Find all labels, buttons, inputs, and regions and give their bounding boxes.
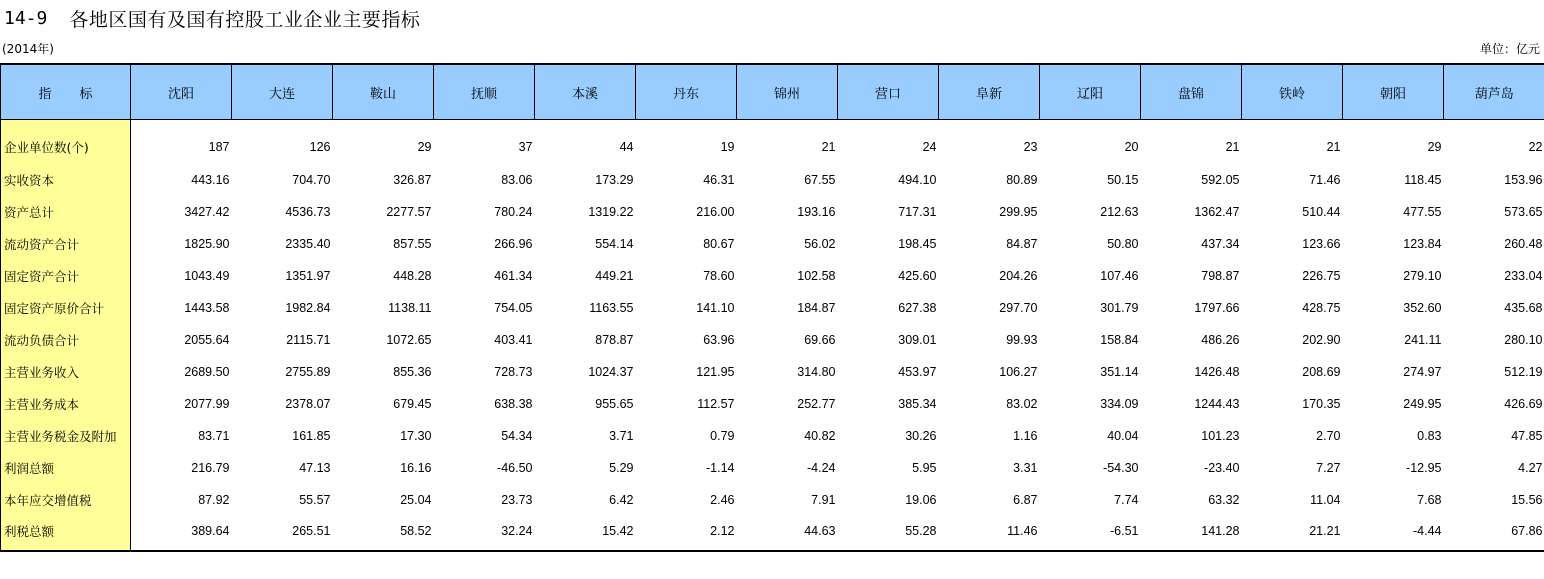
table-cell: 704.70 bbox=[292, 173, 331, 187]
table-cell: 260.48 bbox=[1504, 237, 1543, 251]
table-cell: 4536.73 bbox=[285, 205, 331, 219]
table-cell: 87.92 bbox=[198, 493, 230, 507]
table-cell: 198.45 bbox=[898, 237, 937, 251]
table-cell: 11.46 bbox=[939, 516, 1040, 551]
table-row bbox=[1, 260, 1544, 292]
row-label: 本年应交增值税 bbox=[1, 484, 131, 516]
table-cell: 161.85 bbox=[292, 429, 331, 443]
table-cell: 55.57 bbox=[299, 493, 331, 507]
year-note: (2014年) bbox=[2, 42, 54, 56]
table-cell: 6.87 bbox=[1013, 493, 1038, 507]
header-corner-label: 指 标 bbox=[1, 64, 131, 120]
table-cell: 216.79 bbox=[191, 461, 230, 475]
table-cell: 118.45 bbox=[1404, 173, 1442, 187]
column-header-city: 抚顺 bbox=[434, 64, 535, 120]
table-cell: 1163.55 bbox=[589, 301, 634, 315]
table-cell: 326.87 bbox=[393, 173, 432, 187]
table-title bbox=[4, 4, 420, 32]
table-cell: 512.19 bbox=[1504, 365, 1543, 379]
table-row bbox=[1, 356, 1544, 388]
table-cell: 21 bbox=[1326, 140, 1341, 154]
table-cell: 19 bbox=[720, 140, 735, 154]
table-cell: 101.23 bbox=[1201, 429, 1240, 443]
table-cell: 1982.84 bbox=[285, 301, 331, 315]
table-cell: 141.10 bbox=[696, 301, 735, 315]
table-cell: 3.71 bbox=[609, 429, 634, 443]
table-cell: 11.04 bbox=[1310, 493, 1341, 507]
table-header-row bbox=[1, 64, 1544, 120]
table-cell: 80.67 bbox=[703, 237, 735, 251]
table-cell: 216.00 bbox=[696, 205, 735, 219]
table-cell: 123.66 bbox=[1302, 237, 1341, 251]
table-cell: 403.41 bbox=[494, 333, 533, 347]
table-cell: 389.64 bbox=[131, 516, 232, 551]
table-cell: 173.29 bbox=[595, 173, 634, 187]
table-cell: 1043.49 bbox=[184, 269, 230, 283]
table-cell: 123.84 bbox=[1403, 237, 1442, 251]
column-header-city: 大连 bbox=[232, 64, 333, 120]
table-cell: 5.95 bbox=[912, 461, 937, 475]
row-label: 固定资产原价合计 bbox=[1, 292, 131, 324]
table-row bbox=[1, 484, 1544, 516]
table-cell: 21 bbox=[1225, 140, 1240, 154]
table-cell: 573.65 bbox=[1504, 205, 1543, 219]
table-cell: 112.57 bbox=[697, 397, 735, 411]
table-cell: 0.83 bbox=[1417, 429, 1442, 443]
table-cell: -1.14 bbox=[706, 461, 735, 475]
column-header-city: 辽阳 bbox=[1040, 64, 1141, 120]
row-label: 实收资本 bbox=[1, 164, 131, 196]
table-cell: 1.16 bbox=[1013, 429, 1038, 443]
table-cell: 233.04 bbox=[1504, 269, 1543, 283]
table-cell: 1244.43 bbox=[1194, 397, 1240, 411]
table-cell: 80.89 bbox=[1006, 173, 1038, 187]
table-cell: 23.73 bbox=[501, 493, 533, 507]
table-cell: 728.73 bbox=[494, 365, 533, 379]
table-cell: 627.38 bbox=[898, 301, 937, 315]
column-header-city: 营口 bbox=[838, 64, 939, 120]
table-cell: 2115.71 bbox=[286, 333, 331, 347]
unit-note: 单位：亿元 bbox=[1479, 42, 1540, 56]
table-cell: -12.95 bbox=[1406, 461, 1442, 475]
table-cell: 299.95 bbox=[999, 205, 1038, 219]
table-cell: 297.70 bbox=[999, 301, 1038, 315]
table-cell: 266.96 bbox=[494, 237, 533, 251]
table-number: 14-9 bbox=[4, 7, 48, 29]
table-cell: 126 bbox=[309, 140, 331, 154]
table-cell: 7.91 bbox=[811, 493, 836, 507]
column-header-city: 锦州 bbox=[737, 64, 838, 120]
column-header-city: 朝阳 bbox=[1343, 64, 1444, 120]
table-cell: 754.05 bbox=[494, 301, 533, 315]
table-cell: 84.87 bbox=[1006, 237, 1038, 251]
table-cell: -46.50 bbox=[497, 461, 533, 475]
table-cell: 58.52 bbox=[333, 516, 434, 551]
column-header-city: 丹东 bbox=[636, 64, 737, 120]
table-cell: 855.36 bbox=[393, 365, 432, 379]
table-cell: 40.82 bbox=[804, 429, 836, 443]
table-cell: -4.44 bbox=[1343, 516, 1444, 551]
table-row bbox=[1, 388, 1544, 420]
row-label: 企业单位数(个) bbox=[1, 120, 131, 165]
table-cell: 1797.66 bbox=[1194, 301, 1240, 315]
table-cell: 3427.42 bbox=[184, 205, 230, 219]
table-row bbox=[1, 452, 1544, 484]
table-cell: 47.85 bbox=[1511, 429, 1543, 443]
table-row bbox=[1, 196, 1544, 228]
table-cell: 204.26 bbox=[999, 269, 1038, 283]
table-cell: 554.14 bbox=[595, 237, 634, 251]
table-cell: 30.26 bbox=[905, 429, 937, 443]
table-cell: 184.87 bbox=[797, 301, 836, 315]
table-cell: 15.56 bbox=[1511, 493, 1543, 507]
row-label: 主营业务收入 bbox=[1, 356, 131, 388]
table-cell: 1319.22 bbox=[588, 205, 634, 219]
table-cell: 1825.90 bbox=[184, 237, 230, 251]
table-cell: 50.80 bbox=[1107, 237, 1139, 251]
table-row bbox=[1, 228, 1544, 260]
table-cell: 55.28 bbox=[838, 516, 939, 551]
table-cell: 477.55 bbox=[1403, 205, 1442, 219]
table-row bbox=[1, 420, 1544, 452]
indicator-table bbox=[0, 63, 1544, 552]
table-cell: 44.63 bbox=[737, 516, 838, 551]
table-cell: 2055.64 bbox=[184, 333, 230, 347]
table-cell: 955.65 bbox=[595, 397, 634, 411]
table-cell: 638.38 bbox=[494, 397, 533, 411]
table-cell: 102.58 bbox=[797, 269, 836, 283]
table-cell: 780.24 bbox=[494, 205, 533, 219]
row-label: 固定资产合计 bbox=[1, 260, 131, 292]
table-cell: 334.09 bbox=[1100, 397, 1139, 411]
table-cell: 1138.11 bbox=[388, 301, 432, 315]
table-cell: 40.04 bbox=[1107, 429, 1139, 443]
table-cell: 187 bbox=[208, 140, 230, 154]
table-cell: 78.60 bbox=[703, 269, 735, 283]
table-cell: 309.01 bbox=[898, 333, 937, 347]
table-cell: 56.02 bbox=[804, 237, 836, 251]
table-cell: 279.10 bbox=[1403, 269, 1442, 283]
table-cell: 29 bbox=[1427, 140, 1442, 154]
table-cell: 1362.47 bbox=[1194, 205, 1240, 219]
table-cell: 2689.50 bbox=[184, 365, 230, 379]
table-cell: 351.14 bbox=[1100, 365, 1139, 379]
column-header-city: 鞍山 bbox=[333, 64, 434, 120]
table-cell: 2.46 bbox=[710, 493, 735, 507]
column-header-city: 本溪 bbox=[535, 64, 636, 120]
table-cell: 2.70 bbox=[1316, 429, 1341, 443]
table-cell: 249.95 bbox=[1403, 397, 1442, 411]
table-cell: 15.42 bbox=[535, 516, 636, 551]
column-header-city: 沈阳 bbox=[131, 64, 232, 120]
table-cell: 50.15 bbox=[1107, 173, 1139, 187]
table-cell: 21 bbox=[821, 140, 836, 154]
table-cell: 428.75 bbox=[1302, 301, 1341, 315]
table-cell: 2335.40 bbox=[285, 237, 331, 251]
table-cell: -6.51 bbox=[1040, 516, 1141, 551]
table-cell: -4.24 bbox=[807, 461, 836, 475]
table-cell: -23.40 bbox=[1204, 461, 1240, 475]
row-label: 流动资产合计 bbox=[1, 228, 131, 260]
row-label: 主营业务成本 bbox=[1, 388, 131, 420]
table-cell: 443.16 bbox=[191, 173, 230, 187]
table-cell: 20 bbox=[1124, 140, 1139, 154]
table-row bbox=[1, 516, 1544, 551]
table-cell: 208.69 bbox=[1302, 365, 1341, 379]
table-cell: 37 bbox=[518, 140, 533, 154]
table-cell: 314.80 bbox=[797, 365, 836, 379]
table-cell: 107.46 bbox=[1100, 269, 1139, 283]
table-cell: 67.55 bbox=[804, 173, 836, 187]
table-cell: 301.79 bbox=[1100, 301, 1139, 315]
table-cell: 352.60 bbox=[1403, 301, 1442, 315]
table-cell: 679.45 bbox=[393, 397, 432, 411]
table-cell: 24 bbox=[922, 140, 937, 154]
table-cell: 193.16 bbox=[797, 205, 836, 219]
table-cell: 44 bbox=[619, 140, 634, 154]
table-cell: 19.06 bbox=[905, 493, 937, 507]
table-cell: 453.97 bbox=[898, 365, 937, 379]
column-header-city: 葫芦岛 bbox=[1444, 64, 1544, 120]
table-cell: 121.95 bbox=[696, 365, 735, 379]
table-cell: 385.34 bbox=[898, 397, 937, 411]
table-cell: 437.34 bbox=[1201, 237, 1240, 251]
table-cell: 252.77 bbox=[797, 397, 836, 411]
column-header-city: 阜新 bbox=[939, 64, 1040, 120]
column-header-city: 盘锦 bbox=[1141, 64, 1242, 120]
table-cell: 425.60 bbox=[898, 269, 937, 283]
table-cell: 7.74 bbox=[1114, 493, 1139, 507]
table-cell: 1443.58 bbox=[184, 301, 230, 315]
table-cell: 1072.65 bbox=[386, 333, 432, 347]
table-cell: 22 bbox=[1528, 140, 1543, 154]
row-label: 资产总计 bbox=[1, 196, 131, 228]
table-cell: 857.55 bbox=[393, 237, 432, 251]
table-cell: 449.21 bbox=[595, 269, 634, 283]
table-cell: 717.31 bbox=[898, 205, 937, 219]
table-cell: 486.26 bbox=[1201, 333, 1240, 347]
table-cell: 63.96 bbox=[703, 333, 735, 347]
row-label: 主营业务税金及附加 bbox=[1, 420, 131, 452]
table-cell: 0.79 bbox=[710, 429, 735, 443]
table-cell: 1024.37 bbox=[588, 365, 634, 379]
table-cell: 153.96 bbox=[1504, 173, 1543, 187]
table-cell: 7.68 bbox=[1417, 493, 1442, 507]
table-cell: 32.24 bbox=[434, 516, 535, 551]
row-label: 利税总额 bbox=[1, 516, 131, 551]
table-row bbox=[1, 324, 1544, 356]
table-cell: 1351.97 bbox=[285, 269, 331, 283]
table-cell: 5.29 bbox=[609, 461, 634, 475]
table-cell: -54.30 bbox=[1103, 461, 1139, 475]
table-title-text: 各地区国有及国有控股工业企业主要指标 bbox=[69, 8, 421, 31]
table-cell: 69.66 bbox=[804, 333, 836, 347]
table-cell: 16.16 bbox=[400, 461, 432, 475]
table-cell: 4.27 bbox=[1518, 461, 1543, 475]
table-cell: 7.27 bbox=[1316, 461, 1341, 475]
table-cell: 54.34 bbox=[501, 429, 533, 443]
table-cell: 170.35 bbox=[1302, 397, 1341, 411]
table-cell: 2378.07 bbox=[285, 397, 331, 411]
table-cell: 63.32 bbox=[1208, 493, 1240, 507]
table-cell: 71.46 bbox=[1309, 173, 1341, 187]
table-cell: 2755.89 bbox=[285, 365, 331, 379]
table-cell: 2.12 bbox=[636, 516, 737, 551]
table-cell: 448.28 bbox=[393, 269, 432, 283]
indicator-table-container bbox=[0, 63, 1542, 552]
row-label: 利润总额 bbox=[1, 452, 131, 484]
table-cell: 17.30 bbox=[400, 429, 432, 443]
table-cell: 3.31 bbox=[1013, 461, 1038, 475]
table-body bbox=[1, 120, 1544, 552]
table-cell: 83.71 bbox=[198, 429, 230, 443]
table-cell: 494.10 bbox=[898, 173, 937, 187]
table-row bbox=[1, 292, 1544, 324]
table-row bbox=[1, 164, 1544, 196]
table-cell: 241.11 bbox=[1404, 333, 1442, 347]
table-cell: 461.34 bbox=[494, 269, 533, 283]
table-cell: 592.05 bbox=[1201, 173, 1240, 187]
table-cell: 47.13 bbox=[299, 461, 331, 475]
table-cell: 798.87 bbox=[1201, 269, 1240, 283]
table-cell: 435.68 bbox=[1504, 301, 1543, 315]
table-cell: 21.21 bbox=[1242, 516, 1343, 551]
table-cell: 212.63 bbox=[1100, 205, 1139, 219]
table-cell: 106.27 bbox=[999, 365, 1038, 379]
table-cell: 99.93 bbox=[1006, 333, 1038, 347]
table-cell: 46.31 bbox=[703, 173, 735, 187]
table-cell: 1426.48 bbox=[1194, 365, 1240, 379]
table-cell: 67.86 bbox=[1444, 516, 1544, 551]
table-cell: 280.10 bbox=[1504, 333, 1543, 347]
table-cell: 274.97 bbox=[1403, 365, 1442, 379]
table-cell: 83.06 bbox=[501, 173, 533, 187]
row-label: 流动负债合计 bbox=[1, 324, 131, 356]
table-cell: 202.90 bbox=[1302, 333, 1341, 347]
table-cell: 29 bbox=[417, 140, 432, 154]
table-cell: 23 bbox=[1023, 140, 1038, 154]
table-cell: 226.75 bbox=[1302, 269, 1341, 283]
table-cell: 2077.99 bbox=[184, 397, 230, 411]
table-cell: 878.87 bbox=[595, 333, 634, 347]
table-cell: 158.84 bbox=[1100, 333, 1139, 347]
table-cell: 426.69 bbox=[1504, 397, 1543, 411]
table-cell: 2277.57 bbox=[386, 205, 432, 219]
table-row bbox=[1, 120, 1544, 165]
table-cell: 141.28 bbox=[1141, 516, 1242, 551]
table-cell: 83.02 bbox=[1006, 397, 1038, 411]
table-cell: 265.51 bbox=[232, 516, 333, 551]
table-cell: 510.44 bbox=[1302, 205, 1341, 219]
table-cell: 6.42 bbox=[609, 493, 634, 507]
table-cell: 25.04 bbox=[400, 493, 432, 507]
column-header-city: 铁岭 bbox=[1242, 64, 1343, 120]
